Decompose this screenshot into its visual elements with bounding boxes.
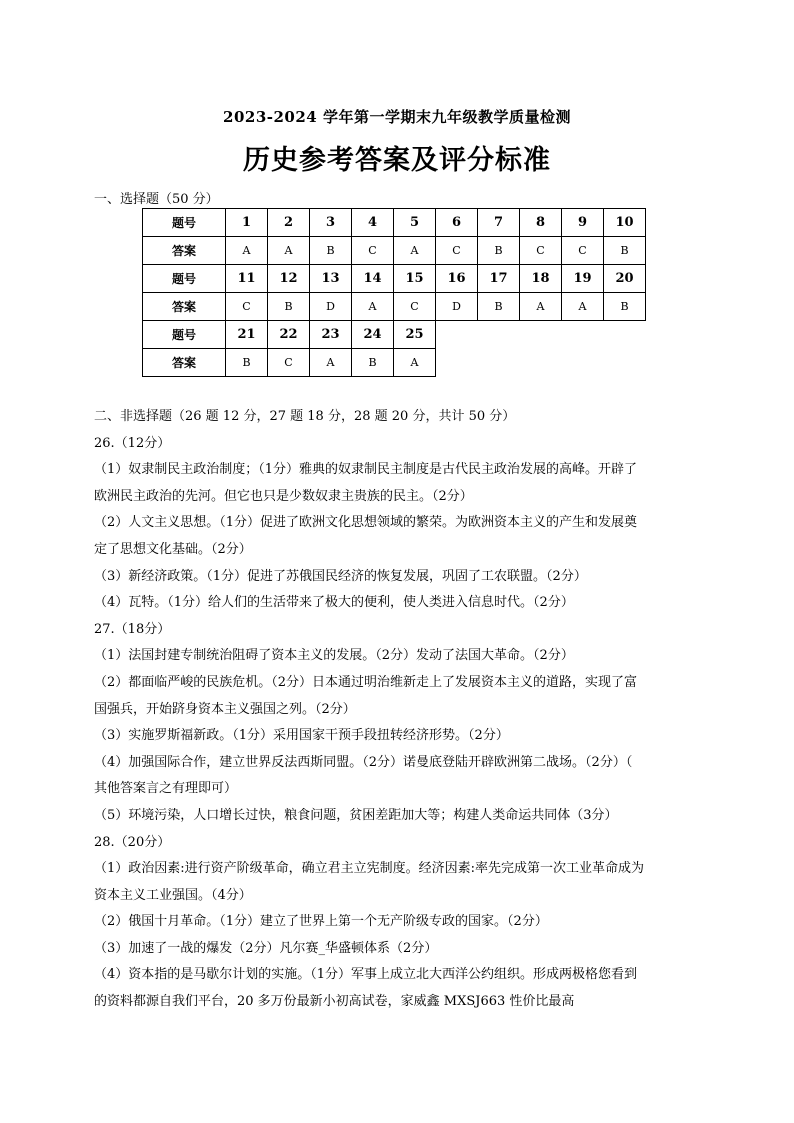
empty-cell [604,321,646,349]
exam-subtitle: 2023-2024 学年第一学期末九年级教学质量检测 [223,108,571,126]
question-number-cell: 12 [268,265,310,293]
answer-cell: D [436,293,478,321]
question-number-cell: 25 [394,321,436,349]
row-label-number: 题号 [143,265,226,293]
question-number-cell: 6 [436,209,478,237]
text-line: 其他答案言之有理即可） [94,781,238,797]
text-line: （2）都面临严峻的民族危机。（2分）日本通过明治维新走上了发展资本主义的道路，实现了富 [94,674,638,690]
empty-cell [436,321,478,349]
text-line: （4）加强国际合作，建立世界反法西斯同盟。（2分）诺曼底登陆开辟欧洲第二战场。（2分）（ [94,754,633,770]
row-label-answer: 答案 [143,349,226,377]
text-line: （4）瓦特。（1分）给人们的生活带来了极大的便利，使人类进入信息时代。（2分） [94,595,574,611]
answer-cell: A [394,349,436,377]
question-number-cell: 15 [394,265,436,293]
answer-cell: A [394,237,436,265]
text-line: （3）实施罗斯福新政。（1分）采用国家干预手段扭转经济形势。（2分） [94,728,509,744]
empty-cell [478,321,520,349]
section-1-heading: 一、选择题（50 分） [94,192,219,207]
row-label-number: 题号 [143,321,226,349]
question-number-cell: 3 [310,209,352,237]
empty-cell [604,349,646,377]
question-number-cell: 7 [478,209,520,237]
question-number-cell: 18 [520,265,562,293]
text-line: 26.（12分） [94,435,171,451]
text-line: （1）奴隶制民主政治制度；（1分）雅典的奴隶制民主制度是古代民主政治发展的高峰。开辟了 [94,462,638,478]
question-number-cell: 16 [436,265,478,293]
answer-cell: C [436,237,478,265]
row-label-answer: 答案 [143,237,226,265]
text-line: （5）环境污染，人口增长过快，粮食问题，贫困差距加大等；构建人类命运共同体（3分） [94,807,618,823]
page-title: 历史参考答案及评分标准 [243,145,551,176]
answer-cell: B [478,237,520,265]
text-line: （1）政治因素:进行资产阶级革命，确立君主立宪制度。经济因素:率先完成第一次工业革命成为 [94,861,645,877]
answer-cell: D [310,293,352,321]
answer-cell: A [268,237,310,265]
answer-cell: B [226,349,268,377]
text-line: （2）俄国十月革命。（1分）建立了世界上第一个无产阶级专政的国家。（2分） [94,914,548,930]
text-line: 欧洲民主政治的先河。但它也只是少数奴隶主贵族的民主。（2分） [94,488,473,504]
text-line: 资本主义工业强国。（4分） [94,887,252,903]
table-row-answers [143,349,646,377]
text-line: （2）人文主义思想。（1分）促进了欧洲文化思想领域的繁荣。为欧洲资本主义的产生和发展奠 [94,515,638,531]
table-row-numbers [143,265,646,293]
empty-cell [520,321,562,349]
text-line: 28.（20分） [94,834,171,850]
question-number-cell: 24 [352,321,394,349]
answer-cell: B [268,293,310,321]
text-line: 国强兵，开始跻身资本主义强国之列。（2分） [94,701,356,717]
question-number-cell: 21 [226,321,268,349]
text-line: 27.（18分） [94,621,171,637]
answer-cell: C [226,293,268,321]
multiple-choice-answer-table [142,208,646,377]
empty-cell [562,349,604,377]
question-number-cell: 4 [352,209,394,237]
question-number-cell: 11 [226,265,268,293]
question-number-cell: 23 [310,321,352,349]
row-label-answer: 答案 [143,293,226,321]
table-row-numbers [143,209,646,237]
empty-cell [436,349,478,377]
answer-cell: A [520,293,562,321]
answer-cell: A [352,293,394,321]
answer-cell: C [352,237,394,265]
question-number-cell: 10 [604,209,646,237]
table-row-answers [143,237,646,265]
section-2-heading: 二、非选择题（26 题 12 分，27 题 18 分，28 题 20 分，共计 50 分） [94,409,516,424]
text-line: 定了思想文化基础。（2分） [94,541,252,557]
row-label-number: 题号 [143,209,226,237]
text-line: （3）新经济政策。（1分）促进了苏俄国民经济的恢复发展，巩固了工农联盟。（2分） [94,568,587,584]
text-line: 的资料都源自我们平台，20 多万份最新小初高试卷，家威鑫 MXSJ663 性价比最高 [94,994,575,1010]
empty-cell [520,349,562,377]
answer-cell: B [352,349,394,377]
question-number-cell: 1 [226,209,268,237]
answer-cell: B [310,237,352,265]
answer-cell: A [310,349,352,377]
answer-cell: C [520,237,562,265]
question-number-cell: 17 [478,265,520,293]
question-number-cell: 13 [310,265,352,293]
answer-cell: B [604,237,646,265]
question-number-cell: 9 [562,209,604,237]
answer-cell: C [394,293,436,321]
empty-cell [478,349,520,377]
text-line: （3）加速了一战的爆发（2分）凡尔赛_华盛顿体系（2分） [94,940,438,956]
question-number-cell: 8 [520,209,562,237]
question-number-cell: 14 [352,265,394,293]
answer-cell: C [562,237,604,265]
question-number-cell: 5 [394,209,436,237]
section-2-content [94,404,708,1016]
text-line: （1）法国封建专制统治阻碍了资本主义的发展。（2分）发动了法国大革命。（2分） [94,648,574,664]
question-number-cell: 20 [604,265,646,293]
question-number-cell: 19 [562,265,604,293]
question-number-cell: 2 [268,209,310,237]
answer-cell: B [478,293,520,321]
text-line: （4）资本指的是马歇尔计划的实施。（1分）军事上成立北大西洋公约组织。形成两极格您看到 [94,967,638,983]
answer-cell: B [604,293,646,321]
answer-cell: C [268,349,310,377]
table-row-answers [143,293,646,321]
answer-cell: A [226,237,268,265]
table-row-numbers [143,321,646,349]
answer-cell: A [562,293,604,321]
empty-cell [562,321,604,349]
question-number-cell: 22 [268,321,310,349]
